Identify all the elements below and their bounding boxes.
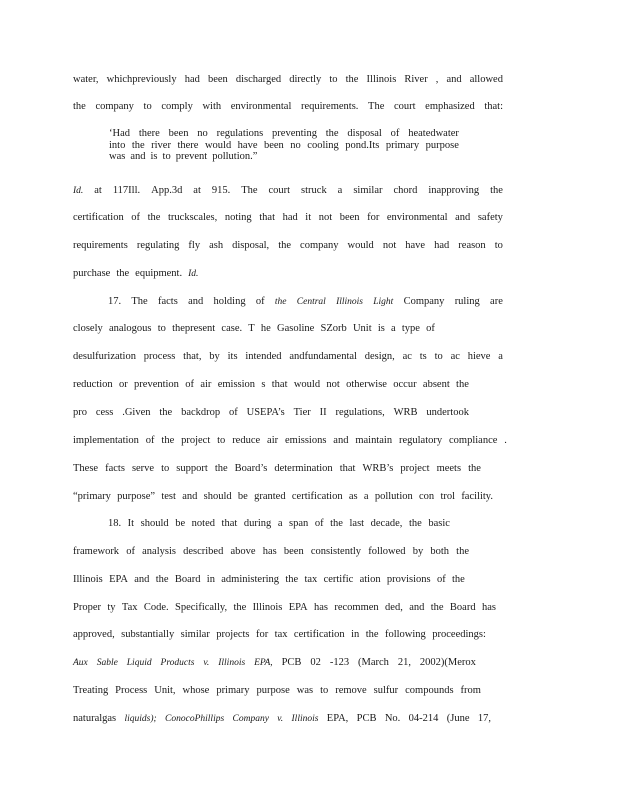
text-line: reduction or prevention of air emission s that would not otherwise occur absent the [73, 379, 469, 390]
text-line: naturalgas liquids); ConocoPhillips Company v. Illinois EPA, PCB No. 04-214 (June 17, [73, 713, 491, 724]
block-quote [109, 128, 459, 163]
text-line: Treating Process Unit, whose primary purpose was to remove sulfur compounds from [73, 685, 481, 696]
quote-line: into the river there would have been no cooling pond.Its primary purpose [109, 139, 459, 151]
text-line: 17. The facts and holding of the Central Illinois Light Company ruling are [108, 296, 503, 307]
quote-line: was and is to prevent pollution.” [109, 151, 258, 162]
text-line: desulfurization process that, by its intended andfundamental design, ac ts to ac hieve a [73, 351, 503, 362]
text-line: closely analogous to thepresent case. T he Gasoline SZorb Unit is a type of [73, 323, 435, 334]
text-line: the company to comply with environmental requirements. The court emphasized that: [73, 101, 503, 112]
text-line: framework of analysis described above has been consistently followed by both the [73, 546, 469, 557]
quote-line: ‘Had there been no regulations preventing the disposal of heatedwater [109, 128, 459, 139]
text-line: purchase the equipment. Id. [73, 268, 199, 279]
text-line: Proper ty Tax Code. Specifically, the Illinois EPA has recommen ded, and the Board has [73, 602, 496, 613]
text-line: requirements regulating fly ash disposal, the company would not have had reason to [73, 240, 503, 251]
text-line: pro cess .Given the backdrop of USEPA’s Tier II regulations, WRB undertook [73, 407, 469, 418]
text-line: “primary purpose” test and should be granted certification as a pollution con trol facility. [73, 491, 493, 502]
text-line: approved, substantially similar projects for tax certification in the following proceedings: [73, 629, 486, 640]
text-line: These facts serve to support the Board’s determination that WRB’s project meets the [73, 463, 481, 474]
text-line: Id. at 117Ill. App.3d at 915. The court struck a similar chord inapproving the [73, 185, 503, 196]
text-line: Illinois EPA and the Board in administering the tax certific ation provisions of the [73, 574, 465, 585]
text-line: implementation of the project to reduce air emissions and maintain regulatory compliance . [73, 435, 507, 446]
text-line: certification of the truckscales, noting that had it not been for environmental and safety [73, 212, 503, 223]
text-line: water, whichpreviously had been discharged directly to the Illinois River , and allowed [73, 74, 503, 85]
text-line: 18. It should be noted that during a span of the last decade, the basic [108, 518, 450, 529]
text-line: Aux Sable Liquid Products v. Illinois EPA, PCB 02 -123 (March 21, 2002)(Merox [73, 657, 476, 668]
